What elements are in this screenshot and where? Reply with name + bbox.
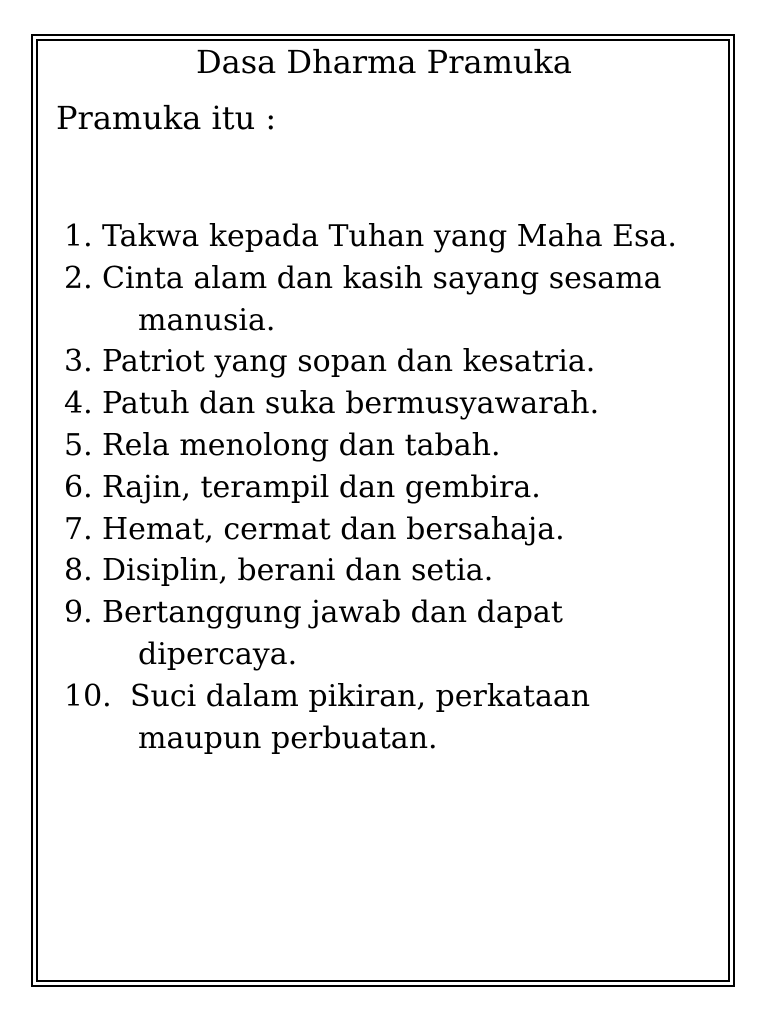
list-item bbox=[64, 383, 714, 425]
list-item-text: Patuh dan suka bermusyawarah. bbox=[102, 386, 600, 422]
list-item-text-continued: dipercaya. bbox=[138, 636, 298, 672]
list-item-number: 8. bbox=[64, 553, 93, 589]
list-item-text: Cinta alam dan kasih sayang sesama bbox=[102, 260, 662, 296]
list-item bbox=[64, 676, 714, 760]
list-item-text-continued: manusia. bbox=[138, 302, 276, 338]
list-item bbox=[64, 550, 714, 592]
list-item bbox=[64, 425, 714, 467]
list-item-number: 4. bbox=[64, 386, 93, 422]
list-item-number: 9. bbox=[64, 595, 93, 631]
list-item-text: Patriot yang sopan dan kesatria. bbox=[102, 344, 596, 380]
list-item-number: 1. bbox=[64, 219, 93, 254]
list-item-text: Bertanggung jawab dan dapat bbox=[102, 595, 563, 631]
list-item bbox=[64, 216, 714, 258]
list-item-text-continued: maupun perbuatan. bbox=[138, 720, 438, 756]
list-item-number: 7. bbox=[64, 511, 93, 547]
list-item-number: 6. bbox=[64, 469, 93, 505]
list-item bbox=[64, 509, 714, 551]
list-item-text: Hemat, cermat dan bersahaja. bbox=[102, 511, 565, 547]
list-item-number: 10. bbox=[64, 678, 112, 714]
list-item-text: Rela menolong dan tabah. bbox=[102, 427, 501, 463]
list-item bbox=[64, 341, 714, 383]
list-item-number: 2. bbox=[64, 260, 93, 296]
list-item-number: 3. bbox=[64, 344, 93, 380]
list-item-text: Suci dalam pikiran, perkataan bbox=[130, 678, 591, 714]
list-item-text: Rajin, terampil dan gembira. bbox=[102, 469, 541, 505]
list-item-text: Takwa kepada Tuhan yang Maha Esa. bbox=[102, 219, 677, 254]
list-item-text: Disiplin, berani dan setia. bbox=[102, 553, 494, 589]
document-title: Dasa Dharma Pramuka bbox=[196, 43, 572, 81]
list-item bbox=[64, 258, 714, 342]
dharma-list bbox=[64, 216, 714, 759]
intro-text: Pramuka itu : bbox=[56, 99, 277, 137]
list-item-number: 5. bbox=[64, 427, 93, 463]
list-item bbox=[64, 592, 714, 676]
list-item bbox=[64, 467, 714, 509]
